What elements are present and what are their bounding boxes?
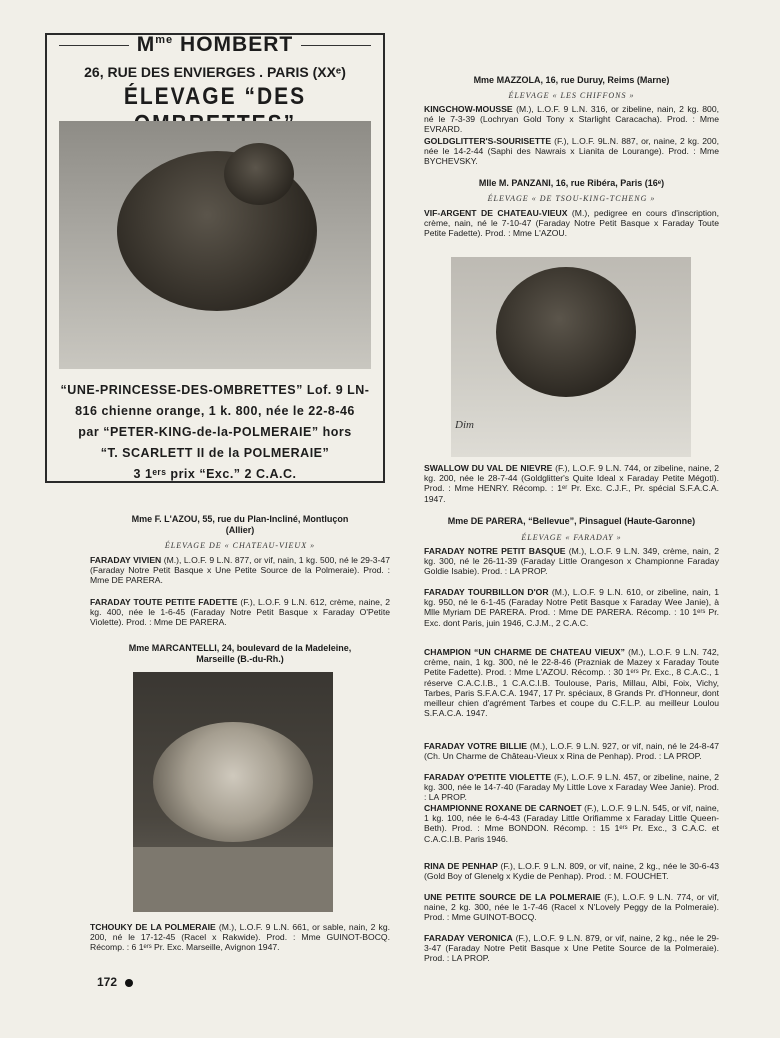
dog-entry: FARADAY VIVIEN (M.), L.O.F. 9 L.N. 877, or vif, nain, 1 kg. 500, né le 29-3-47 (Faraday Notre Petit Basque x Une Petite Source de la Polmeraie). Prod. : Mme DE PARERA.: [90, 555, 391, 586]
dog-photo: [133, 672, 333, 912]
dog-entry: FARADAY NOTRE PETIT BASQUE (M.), L.O.F. 9 L.N. 349, crème, nain, 2 kg. 300, né le 26-11-39 (Faraday Little Orangeson x Championne Faraday Goldie Isabie). Prod. : LA PROP.: [424, 546, 720, 577]
dog-entry: TCHOUKY DE LA POLMERAIE (M.), L.O.F. 9 L.N. 661, or sable, nain, 2 kg. 200, né le 17-12-45 (Racel x Rakwide). Prod. : Mme GUINOT-BOCQ. Récomp. : 6 1ᵉʳˢ Pr. Exc. Marseille, Avignon 1947.: [90, 922, 390, 953]
page-number: 172: [97, 975, 133, 989]
dog-photo: [451, 257, 691, 457]
dog-entry: UNE PETITE SOURCE DE LA POLMERAIE (F.), L.O.F. 9 L.N. 774, or vif, naine, 2 kg. 300, née le 1-7-46 (Racel x N'Lovely Peggy de la Polmeraie). Prod. : Mme GUINOT-BOCQ.: [424, 892, 719, 923]
breeder-heading-mazzola: Mme MAZZOLA, 16, rue Duruy, Reims (Marne): [473, 75, 670, 85]
kennel-name: ÉLEVAGE « FARADAY »: [521, 533, 622, 542]
breeder-name: $M^{me}$ HOMBERT: [47, 33, 383, 57]
dog-entry: SWALLOW DU VAL DE NIEVRE (F.), L.O.F. 9 L.N. 744, or zibeline, naine, 2 kg. 200, née le 28-7-44 (Goldglitter's Quite Ideal x Faraday Petite Mégotl). Prod. : Mme HENRY. Récomp. : 1ᵉʳ Pr. Exc. C.J.F., Pr. spécial S.F.A.C.A. 1947.: [424, 463, 719, 504]
breeder-heading-panzani: Mlle M. PANZANI, 16, rue Ribéra, Paris (16ᵉ): [478, 178, 665, 188]
breeder-heading-marcantelli: Mme MARCANTELLI, 24, boulevard de la Madeleine, Marseille (B.-du-Rh.): [128, 643, 352, 664]
dog-entry: CHAMPIONNE ROXANE DE CARNOET (F.), L.O.F. 9 L.N. 545, or vif, naine, 1 kg. 100, née le 6-4-43 (Faraday Little Orifiamme x Faraday Little Queen-Beth). Prod. : Mme BONDON. Récomp. : 15 1ᵉʳˢ Pr. Exc., 3 C.A.C. et C.A.C.I.B. Paris 1946.: [424, 803, 719, 844]
dog-entry: FARADAY VOTRE BILLIE (M.), L.O.F. 9 L.N. 927, or vif, nain, né le 24-8-47 (Ch. Un Charme de Château-Vieux x Rina de Penhap). Prod. : LA PROP.: [424, 741, 720, 762]
dog-entry: FARADAY O'PETITE VIOLETTE (F.), L.O.F. 9 L.N. 457, or zibeline, naine, 2 kg. 300, née le 14-7-40 (Faraday My Little Love x Faraday Wee Janie). Prod. : LA PROP.: [424, 772, 720, 803]
dog-entry: FARADAY VERONICA (F.), L.O.F. 9 L.N. 879, or vif, naine, 2 kg., née le 29-3-47 (Faraday Notre Petit Basque x Une Petite Source de la Polmeraie). Prod. : LA PROP.: [424, 933, 719, 964]
photo-signature: Dim: [455, 419, 474, 431]
kennel-title: ÉLEVAGE “DES: [123, 83, 307, 110]
dog-entry: CHAMPION “UN CHARME DE CHATEAU VIEUX” (M.), L.O.F. 9 L.N. 742, crème, nain, 1 kg. 300, né le 22-8-46 (Prazniak de Mazey x Faraday Toute Petite Fadette). Prod. : Mme L'AZOU. Récomp. : 30 1ᵉʳˢ Pr. Exc., 8 C.A.C., 1 réserve C.A.C.I.B., 1 C.A.C.I.B. Toulouse, Paris, Millau, Albi, Foix, Vichy, Tarbes, Paris S.F.A.C.A. 1947, 17 Pr. spéciaux, 8 Grands Pr. d'Honneur, dont meilleur chien d'agrément Tarbes et coupe du C.F.L.P. au meilleur Loulou S.F.A.C.A. 1947.: [424, 647, 719, 719]
dog-entry: VIF-ARGENT DE CHATEAU-VIEUX (M.), pedigree en cours d'inscription, crème, nain, né le 7-10-47 (Faraday Notre Petit Basque x Faraday Toute Petite Fadette). Prod. : Mme L'AZOU.: [424, 208, 719, 239]
advertisement-box: [45, 33, 385, 483]
dog-entry: GOLDGLITTER'S-SOURISETTE (F.), L.O.F. 9L.N. 887, or, naine, 2 kg. 200, née le 14-2-44 (Saphi des Nawrais x Lianita de Lourange). Prod. : Mme BYCHEVSKY.: [424, 136, 719, 167]
breeder-address: 26, RUE DES ENVIERGES . PARIS (XXᵉ): [84, 64, 346, 80]
dog-entry: KINGCHOW-MOUSSE (M.), L.O.F. 9 L.N. 316, or zibeline, nain, 2 kg. 800, né le 7-3-39 (Lochryan Gold Tony x Starlight Caracacha). Prod. : Mme EVRARD.: [424, 104, 720, 135]
kennel-name: ÉLEVAGE DE « CHATEAU-VIEUX »: [164, 541, 316, 550]
dog-photo: [59, 121, 371, 369]
dog-entry: FARADAY TOUTE PETITE FADETTE (F.), L.O.F. 9 L.N. 612, crème, naine, 2 kg. 400, née le 1-6-45 (Faraday Notre Petit Basque x Faraday O'Petite Violette). Prod. : Mme DE PARERA.: [90, 597, 390, 628]
photo-caption: “UNE-PRINCESSE-DES-OMBRETTES” Lof. 9 LN- 816 chienne orange, 1 k. 800, née le 22-8-46 par “PETER-KING-de-la-POLMERAIE” hors “T. SCARLETT II de la POLMERAIE” 3 1ᵉʳˢ prix “Exc.” 2 C.A.C.: [60, 383, 370, 481]
dog-entry: RINA DE PENHAP (F.), L.O.F. 9 L.N. 809, or vif, naine, 2 kg., née le 30-6-43 (Gold Boy of Glenelg x Kydie de Penhap). Prod. : M. FOUCHET.: [424, 861, 720, 882]
kennel-name: ÉLEVAGE « DE TSOU-KING-TCHENG »: [487, 194, 656, 203]
dog-entry: FARADAY TOURBILLON D'OR (M.), L.O.F. 9 L.N. 610, or zibeline, nain, 1 kg. 950, né le 6-1-45 (Faraday Notre Petit Basque x Faraday Wee Janie), à Mlle Myriam DE PARERA. Prod. : Mme DE PARERA. Récomp. : 10 1ᵉʳˢ Pr. Exc. dont Paris, juin 1946, C.J.M., 2 C.A.C.: [424, 587, 720, 628]
kennel-name: ÉLEVAGE « LES CHIFFONS »: [508, 91, 635, 100]
breeder-heading-parera: Mme DE PARERA, “Bellevue”, Pinsaguel (Haute-Garonne): [447, 516, 696, 526]
breeder-heading-lazou: Mme F. L'AZOU, 55, rue du Plan-Incliné, Montluçon (Allier): [131, 514, 349, 535]
